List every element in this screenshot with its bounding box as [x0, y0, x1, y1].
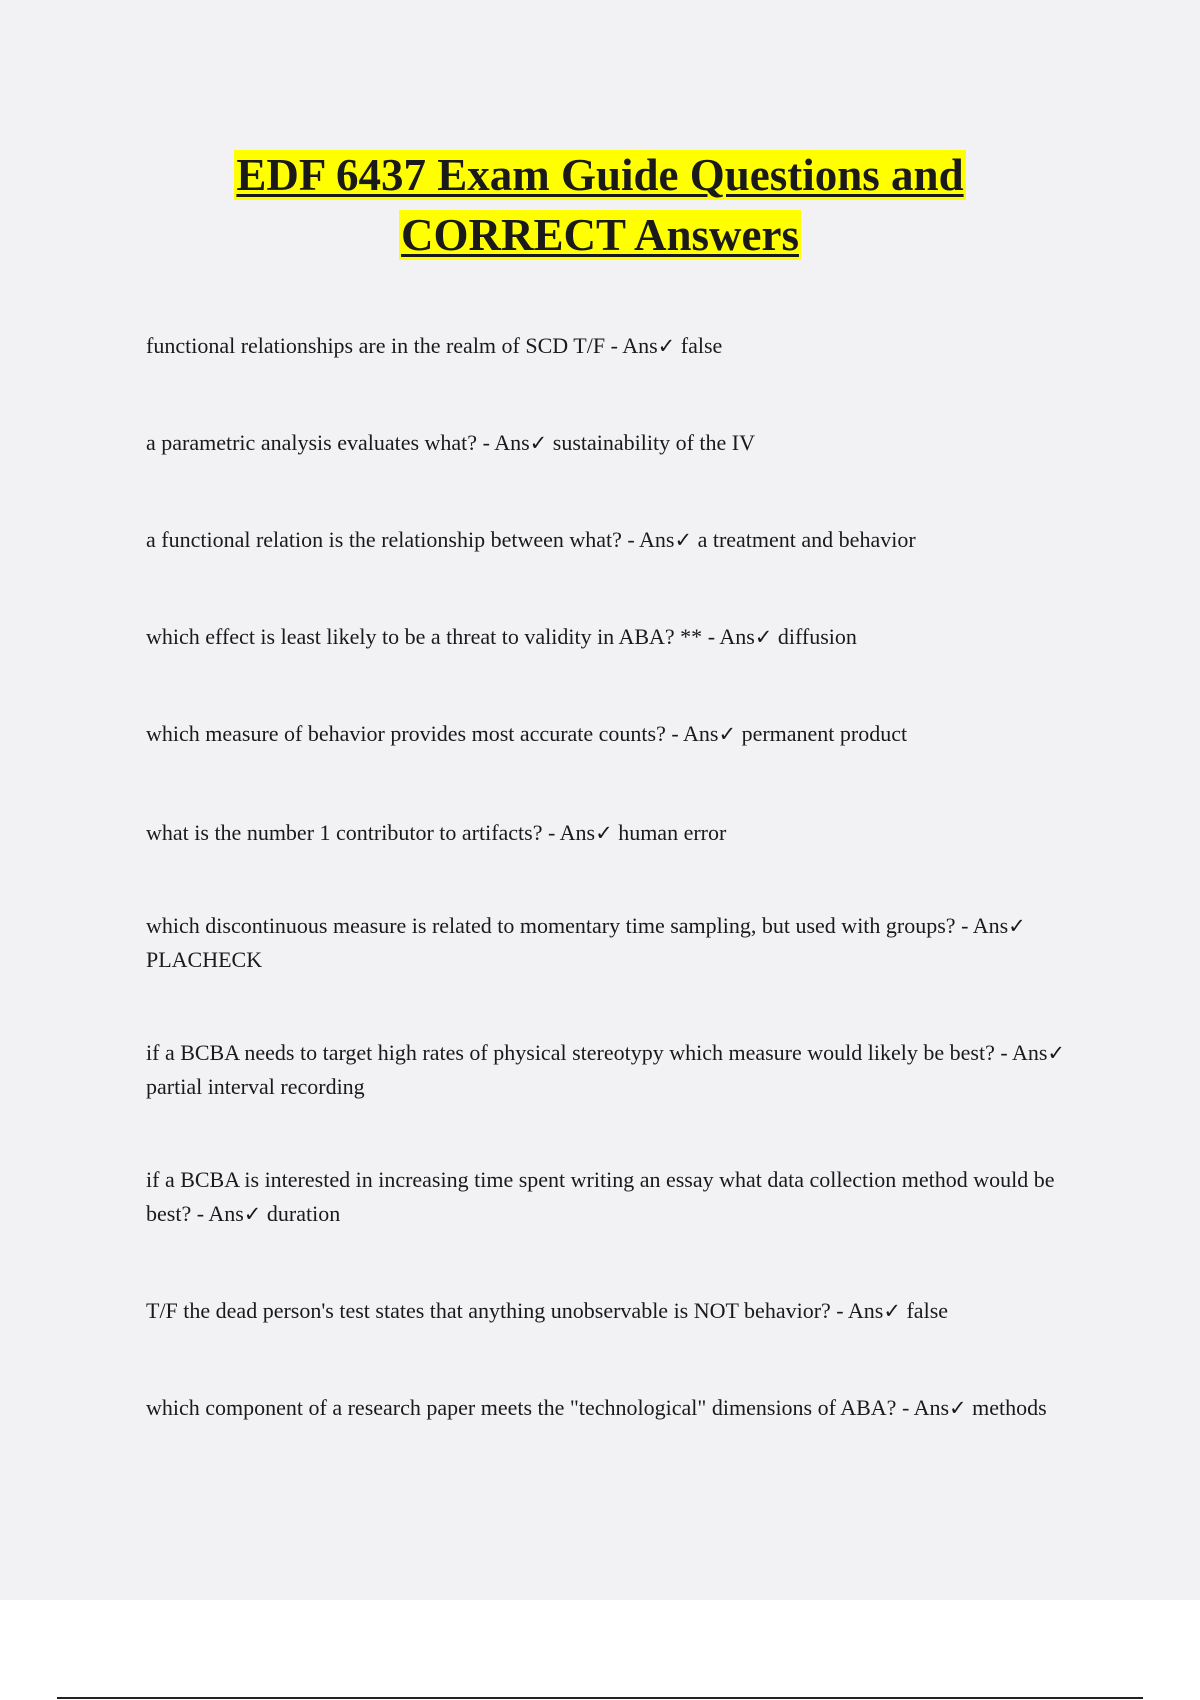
answer-prefix: Ans [622, 333, 658, 358]
check-icon: ✓ [657, 334, 676, 358]
qa-item: if a BCBA needs to target high rates of physical stereotypy which measure would likely be best? - Ans✓ partial interval recording [146, 1040, 1066, 1099]
qa-item: T/F the dead person's test states that anything unobservable is NOT behavior? - Ans✓ false [146, 1298, 949, 1323]
answer-prefix: Ans [494, 430, 530, 455]
qa-item: a parametric analysis evaluates what? - Ans✓ sustainability of the IV [146, 430, 756, 455]
answer-text: human error [618, 820, 727, 845]
answer-text: false [906, 1298, 949, 1323]
title-line-2: CORRECT Answers [401, 210, 799, 260]
answer-prefix: Ans [719, 624, 755, 649]
qa-item: which effect is least likely to be a threat to validity in ABA? ** - Ans✓ diffusion [146, 624, 857, 649]
answer-text: PLACHECK [146, 947, 263, 972]
answer-text: false [680, 333, 723, 358]
question-text: T/F the dead person's test states that anything unobservable is NOT behavior? [146, 1298, 831, 1323]
answer-prefix: Ans [559, 820, 596, 845]
check-icon: ✓ [243, 1202, 262, 1226]
answer-prefix: Ans [208, 1201, 244, 1226]
answer-prefix: Ans [847, 1298, 884, 1323]
title-line-1: EDF 6437 Exam Guide Questions and [236, 150, 964, 200]
check-icon: ✓ [1047, 1041, 1066, 1065]
answer-text: partial interval recording [146, 1074, 365, 1099]
document-title [0, 145, 1200, 265]
question-text: which discontinuous measure is related to momentary time sampling, but used with groups? [146, 913, 956, 938]
question-text: if a BCBA is interested in increasing time spent writing an essay what data collection method would be best? [146, 1167, 1055, 1226]
question-text: which component of a research paper meets the "technological" dimensions of ABA? [146, 1395, 897, 1420]
answer-text: permanent product [741, 721, 908, 746]
check-icon: ✓ [1008, 914, 1026, 938]
qa-item: which component of a research paper meets the "technological" dimensions of ABA? - Ans✓ methods [146, 1395, 1047, 1420]
question-text: which effect is least likely to be a threat to validity in ABA? ** [146, 624, 703, 649]
answer-prefix: Ans [639, 527, 675, 552]
answer-text: sustainability of the IV [552, 430, 756, 455]
qa-item: a functional relation is the relationship between what? - Ans✓ a treatment and behavior [146, 527, 916, 552]
qa-item: if a BCBA is interested in increasing time spent writing an essay what data collection method would be best? - Ans✓ duration [146, 1167, 1055, 1226]
answer-prefix: Ans [913, 1395, 950, 1420]
question-text: if a BCBA needs to target high rates of physical stereotypy which measure would likely be best? [146, 1040, 995, 1065]
answer-text: a treatment and behavior [697, 527, 916, 552]
check-icon: ✓ [718, 722, 737, 746]
check-icon: ✓ [949, 1396, 967, 1420]
check-icon: ✓ [883, 1299, 901, 1323]
qa-item: functional relationships are in the realm of SCD T/F - Ans✓ false [146, 333, 723, 358]
check-icon: ✓ [529, 431, 548, 455]
question-text: what is the number 1 contributor to artifacts? [146, 820, 543, 845]
answer-prefix: Ans [683, 721, 719, 746]
answer-text: duration [266, 1201, 341, 1226]
answer-text: methods [972, 1395, 1047, 1420]
qa-item: which measure of behavior provides most accurate counts? - Ans✓ permanent product [146, 721, 908, 746]
check-icon: ✓ [595, 821, 613, 845]
check-icon: ✓ [754, 625, 773, 649]
answer-prefix: Ans [972, 913, 1009, 938]
answer-prefix: Ans [1011, 1040, 1048, 1065]
question-text: a functional relation is the relationship between what? [146, 527, 622, 552]
answer-text: diffusion [777, 624, 857, 649]
check-icon: ✓ [674, 528, 693, 552]
question-text: a parametric analysis evaluates what? [146, 430, 478, 455]
qa-item: what is the number 1 contributor to artifacts? - Ans✓ human error [146, 820, 727, 845]
qa-item: which discontinuous measure is related to momentary time sampling, but used with groups? - Ans✓ PLACHECK [146, 913, 1026, 972]
question-text: functional relationships are in the realm of SCD T/F [146, 333, 606, 358]
footer-divider [57, 1697, 1143, 1699]
question-text: which measure of behavior provides most accurate counts? [146, 721, 666, 746]
